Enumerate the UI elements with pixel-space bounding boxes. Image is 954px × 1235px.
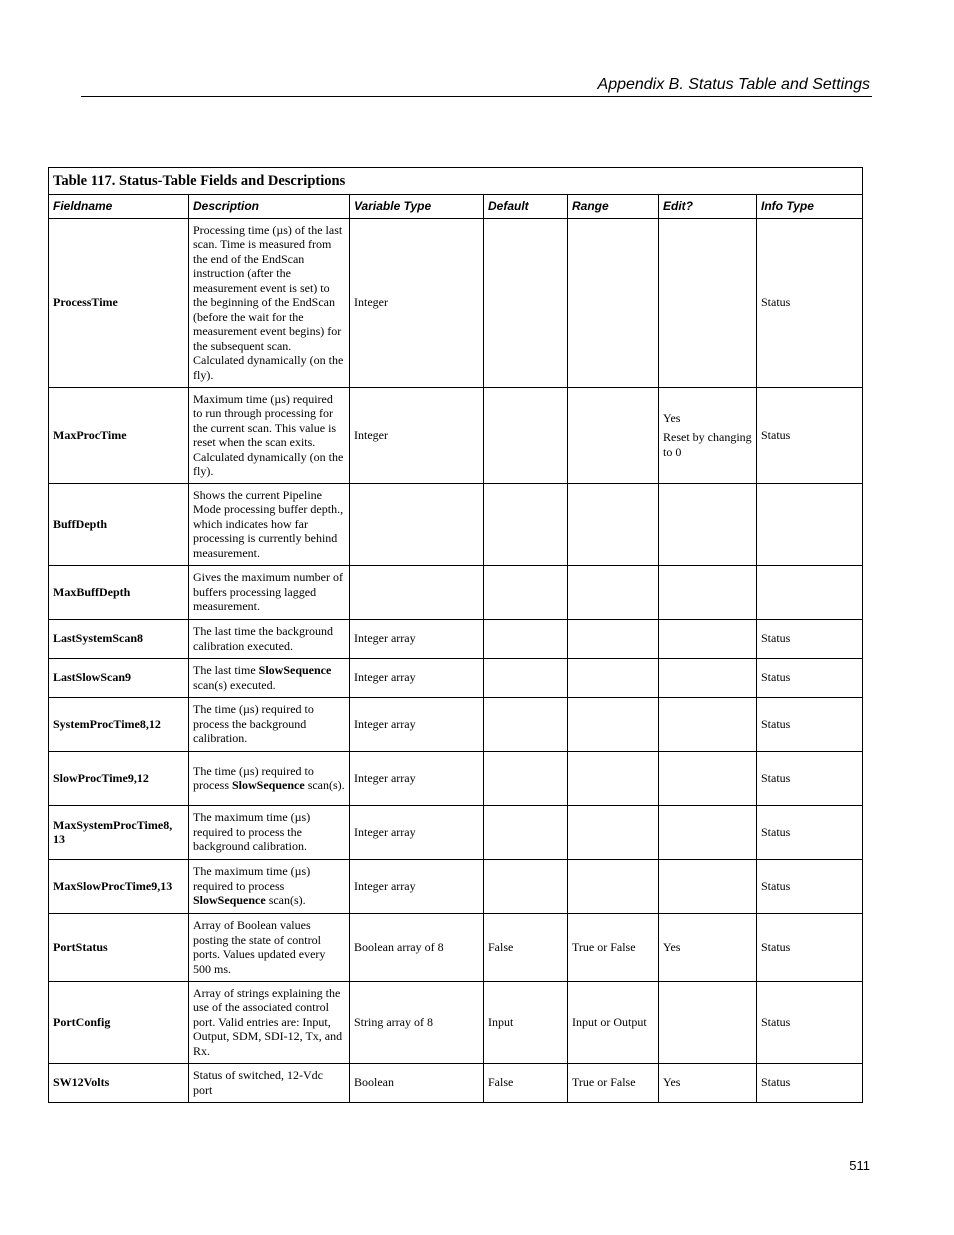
cell-description [189,913,350,981]
cell-description [189,981,350,1063]
cell-fieldname: MaxSystemProcTime8, 13 [49,805,189,859]
cell-range [568,697,659,751]
edit-line: Yes [663,939,681,954]
cell-description [189,387,350,483]
edit-line: Reset by changing to 0 [663,430,752,459]
cell-fieldname: PortConfig [49,981,189,1063]
cell-description [189,658,350,697]
cell-edit [659,981,757,1063]
cell-info-type: Status [757,387,863,483]
cell-range: True or False [568,913,659,981]
cell-variable-type [350,565,484,619]
cell-fieldname: SW12Volts [49,1063,189,1102]
cell-info-type: Status [757,751,863,805]
description-text: The time (µs) required to process [193,763,314,792]
cell-variable-type: Integer array [350,658,484,697]
cell-default [484,805,568,859]
table-row [49,805,863,859]
column-header-info-type: Info Type [757,195,863,219]
cell-range [568,483,659,565]
cell-info-type: Status [757,859,863,913]
cell-description [189,483,350,565]
table-body [49,218,863,1102]
description-emphasis: SlowSequence [258,663,332,677]
cell-default [484,483,568,565]
cell-variable-type: Boolean [350,1063,484,1102]
cell-description [189,1063,350,1102]
table-row [49,913,863,981]
cell-edit [659,1063,757,1102]
cell-range [568,751,659,805]
cell-description [189,697,350,751]
cell-variable-type [350,483,484,565]
cell-variable-type: Integer array [350,805,484,859]
table-row [49,658,863,697]
table-row [49,751,863,805]
page-header-title: Appendix B. Status Table and Settings [597,76,870,93]
edit-line: Yes [663,1075,681,1090]
cell-edit [659,751,757,805]
cell-default: False [484,913,568,981]
cell-info-type: Status [757,658,863,697]
cell-description [189,619,350,658]
cell-description [189,859,350,913]
cell-range [568,565,659,619]
description-text: Array of strings explaining the use of the associated control port. Valid entries are: Input, Output, SDM, SDI-12, Tx, and Rx. [193,985,343,1058]
cell-info-type [757,565,863,619]
table-row [49,1063,863,1102]
cell-default [484,697,568,751]
cell-variable-type: String array of 8 [350,981,484,1063]
cell-fieldname: SlowProcTime9,12 [49,751,189,805]
description-text: The last time the background calibration executed. [193,624,333,653]
description-emphasis: SlowSequence [232,778,305,792]
description-text: scan(s) executed. [193,677,276,692]
status-table [48,167,863,1103]
cell-range [568,805,659,859]
column-header-description: Description [189,195,350,219]
cell-default: False [484,1063,568,1102]
column-header-default: Default [484,195,568,219]
cell-fieldname: LastSlowScan9 [49,658,189,697]
column-header-range: Range [568,195,659,219]
description-text: Maximum time (µs) required to run through processing for the current scan. This value is reset when the scan exits. Calculated dynamically (on the fly). [193,391,344,478]
description-text: The maximum time (µs) required to process [193,864,311,893]
cell-fieldname: MaxSlowProcTime9,13 [49,859,189,913]
cell-fieldname: MaxBuffDepth [49,565,189,619]
cell-variable-type: Integer [350,387,484,483]
description-text: Array of Boolean values posting the state of control ports. Values updated every 500 ms. [193,918,326,976]
description-text: The last time [193,663,259,677]
cell-fieldname: MaxProcTime [49,387,189,483]
cell-description [189,751,350,805]
table-row [49,218,863,387]
cell-default [484,619,568,658]
cell-edit [659,218,757,387]
description-emphasis: SlowSequence [193,893,266,908]
cell-range [568,859,659,913]
column-header-variable-type: Variable Type [350,195,484,219]
description-text: Gives the maximum number of buffers processing lagged measurement. [193,570,343,614]
table-row [49,697,863,751]
cell-fieldname: ProcessTime [49,218,189,387]
cell-default: Input [484,981,568,1063]
cell-edit [659,913,757,981]
column-header-row [49,195,863,219]
table-row [49,565,863,619]
description-text: scan(s). [265,893,306,908]
cell-default [484,859,568,913]
cell-info-type: Status [757,619,863,658]
description-text: The maximum time (µs) required to process the background calibration. [193,810,311,854]
cell-info-type: Status [757,1063,863,1102]
cell-default [484,658,568,697]
cell-range: Input or Output [568,981,659,1063]
cell-edit [659,387,757,483]
cell-fieldname: SystemProcTime8,12 [49,697,189,751]
table-row [49,859,863,913]
table-row [49,483,863,565]
description-text: Shows the current Pipeline Mode processing buffer depth., which indicates how far processing is currently behind measurement. [193,487,344,560]
cell-range: True or False [568,1063,659,1102]
cell-description [189,218,350,387]
cell-variable-type: Integer array [350,751,484,805]
cell-range [568,619,659,658]
cell-edit [659,658,757,697]
cell-variable-type: Integer array [350,619,484,658]
cell-fieldname: BuffDepth [49,483,189,565]
description-text: Processing time (µs) of the last scan. Time is measured from the end of the EndScan instruction (after the measurement event is set) to the beginning of the EndScan (before the wait for the measurement event begins) for the subsequent scan. Calculated dynamically (on the fly). [193,222,344,382]
cell-description [189,565,350,619]
cell-edit [659,697,757,751]
column-header-fieldname: Fieldname [49,195,189,219]
cell-range [568,218,659,387]
cell-edit [659,483,757,565]
description-text: scan(s). [304,778,345,792]
cell-variable-type: Integer [350,218,484,387]
cell-variable-type: Boolean array of 8 [350,913,484,981]
description-text: The time (µs) required to process the background calibration. [193,702,314,746]
table-row [49,619,863,658]
cell-edit [659,859,757,913]
header-rule [81,96,872,97]
cell-info-type: Status [757,805,863,859]
cell-range [568,658,659,697]
cell-info-type [757,483,863,565]
cell-fieldname: PortStatus [49,913,189,981]
page-number: 511 [849,1158,870,1173]
cell-edit [659,805,757,859]
column-header-edit: Edit? [659,195,757,219]
edit-line: Yes [663,410,681,425]
cell-description [189,805,350,859]
cell-edit [659,619,757,658]
cell-range [568,387,659,483]
cell-info-type: Status [757,218,863,387]
cell-info-type: Status [757,913,863,981]
cell-fieldname: LastSystemScan8 [49,619,189,658]
cell-edit [659,565,757,619]
cell-default [484,387,568,483]
cell-info-type: Status [757,697,863,751]
cell-variable-type: Integer array [350,859,484,913]
table-row [49,981,863,1063]
cell-info-type: Status [757,981,863,1063]
cell-default [484,218,568,387]
table-caption: Table 117. Status-Table Fields and Descriptions [49,168,863,195]
description-text: Status of switched, 12-Vdc port [193,1068,323,1097]
cell-default [484,565,568,619]
cell-variable-type: Integer array [350,697,484,751]
cell-default [484,751,568,805]
table-row [49,387,863,483]
